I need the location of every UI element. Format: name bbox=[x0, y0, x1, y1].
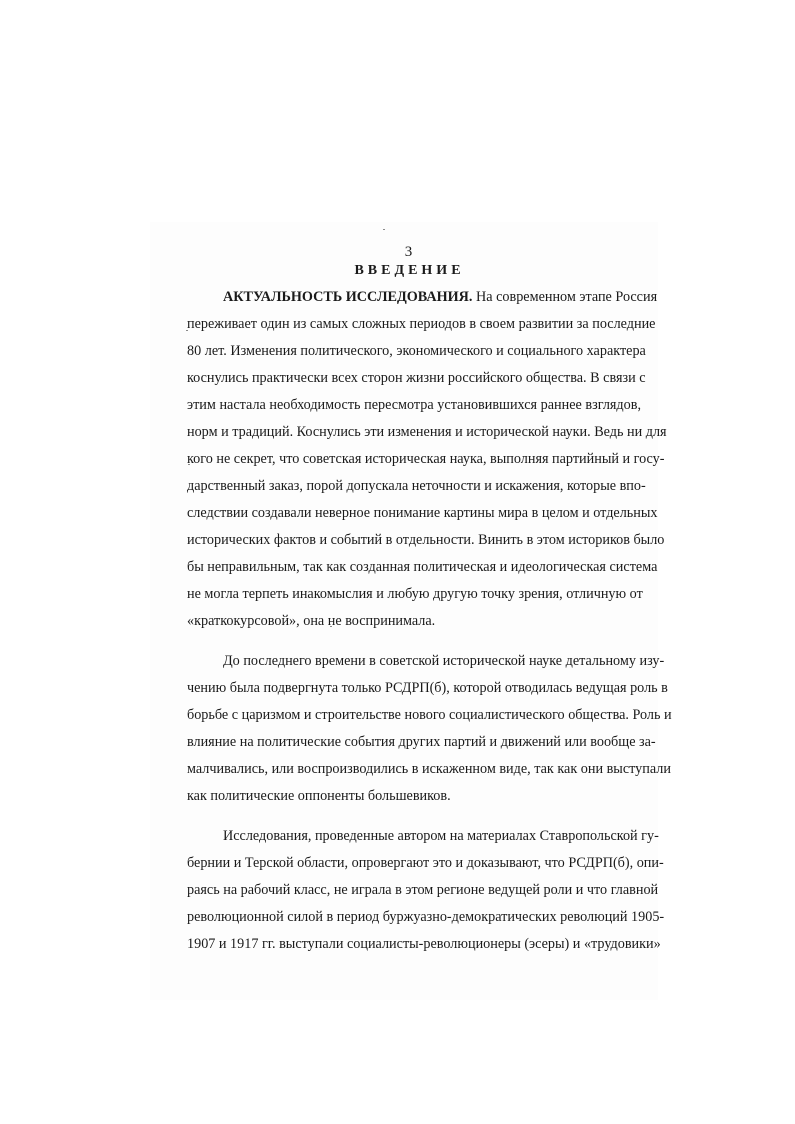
text-line: норм и традиций. Коснулись эти изменения и исторической науки. Ведь ни для bbox=[187, 424, 667, 440]
text-line: переживает один из самых сложных периодов в своем развитии за последние bbox=[187, 316, 656, 332]
text-line: бы неправильным, так как созданная политическая и идеологическая система bbox=[187, 559, 658, 575]
text-run: На современном этапе Россия bbox=[472, 289, 658, 305]
document-body bbox=[187, 284, 672, 958]
section-title: ВВЕДЕНИЕ bbox=[354, 263, 465, 278]
text-line: кого не секрет, что советская историческая наука, выполняя партийный и госу- bbox=[187, 451, 665, 467]
text-line: исторических фактов и событий в отдельности. Винить в этом историков было bbox=[187, 532, 665, 548]
text-line: дарственный заказ, порой допускала неточности и искажения, которые впо- bbox=[187, 478, 646, 494]
text-line: 1907 и 1917 гг. выступали социалисты-революционеры (эсеры) и «трудовики» bbox=[187, 936, 661, 952]
page-number: 3 bbox=[404, 244, 413, 260]
text-line: как политические оппоненты большевиков. bbox=[187, 788, 451, 804]
text-line: влияние на политические события других партий и движений или вообще за- bbox=[187, 734, 656, 750]
scan-speck bbox=[383, 229, 385, 230]
text-line: коснулись практически всех сторон жизни российского общества. В связи с bbox=[187, 370, 646, 386]
text-line: раясь на рабочий класс, не играла в этом регионе ведущей роли и что главной bbox=[187, 882, 659, 898]
paragraph-gap bbox=[187, 810, 641, 823]
paragraph-gap bbox=[187, 635, 641, 648]
text-line: «краткокурсовой», она не воспринимала. bbox=[187, 613, 436, 629]
text-line: следствии создавали неверное понимание картины мира в целом и отдельных bbox=[187, 505, 658, 521]
text-line: бернии и Терской области, опровергают это и доказывают, что РСДРП(б), опи- bbox=[187, 855, 664, 871]
text-line: чению была подвергнута только РСДРП(б), которой отводилась ведущая роль в bbox=[187, 680, 668, 696]
text-line: не могла терпеть инакомыслия и любую другую точку зрения, отличную от bbox=[187, 586, 643, 602]
text-line: малчивались, или воспроизводились в искаженном виде, так как они выступали bbox=[187, 761, 671, 777]
text-line: 80 лет. Изменения политического, экономического и социального характера bbox=[187, 343, 646, 359]
text-line: революционной силой в период буржуазно-демократических революций 1905- bbox=[187, 909, 665, 925]
lead-heading: АКТУАЛЬНОСТЬ ИССЛЕДОВАНИЯ. bbox=[223, 289, 473, 305]
text-line: До последнего времени в советской исторической науке детальному изу- bbox=[223, 653, 665, 669]
text-line: этим настала необходимость пересмотра установившихся раннее взглядов, bbox=[187, 397, 641, 413]
text-line: Исследования, проведенные автором на материалах Ставропольской гу- bbox=[223, 828, 659, 844]
text-line: борьбе с царизмом и строительстве нового социалистического общества. Роль и bbox=[187, 707, 672, 723]
text-line bbox=[187, 284, 658, 311]
